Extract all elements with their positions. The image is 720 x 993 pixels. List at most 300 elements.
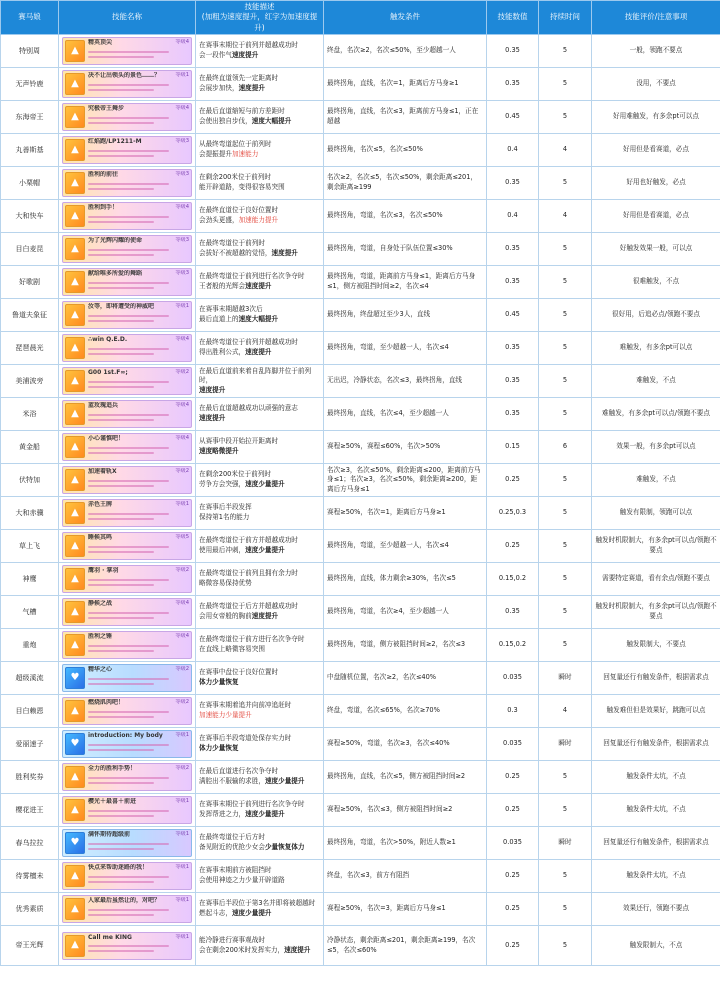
skill-card-body [88,270,189,294]
skill-description [196,332,324,365]
skill-comment: 回复量还行有触发条件，根据需求点 [592,728,720,761]
horse-name: 爱丽速子 [1,728,59,761]
desc-part: 会在剩余200米时发挥实力， [199,945,285,954]
skill-level: 等级1 [175,831,189,837]
horse-name: 大和快车 [1,200,59,233]
skill-card[interactable] [62,70,192,98]
desc-part: 会使出独自步伐， [199,117,252,125]
horse-name: 大和赤骥 [1,497,59,530]
horse-name: 东海帝王 [1,101,59,134]
up-arrow-icon: ▲ [65,502,85,524]
desc-part: 发挥帮进之力， [199,810,246,818]
skill-description [196,530,324,563]
skill-card-body [88,468,189,492]
trigger-condition: 中盘随机位置，名次≥2，名次≤40% [324,662,487,695]
skill-comment: 效果一般，有多余pt可以点 [592,431,720,464]
skill-value: 0.35 [487,398,539,431]
desc-part: 速度大幅提升 [238,315,279,323]
trigger-condition: 无出迟，冷静状态，名次≤3，最终拐角，直线 [324,365,487,398]
up-arrow-icon: ▲ [65,139,85,161]
skill-card-header [88,765,189,774]
header-skill-desc-note: (加粗为速度提升，红字为加速度提升) [201,12,318,32]
skill-text-line [88,914,154,916]
desc-part: 加速能力提升 [238,216,279,224]
skill-description [196,695,324,728]
skill-description [196,365,324,398]
skill-text-line [88,513,169,515]
skill-card-body [88,831,189,855]
skill-card[interactable] [62,895,192,923]
skill-card[interactable] [62,932,192,960]
desc-part: 会提振提升 [199,150,232,158]
up-arrow-icon: ▲ [65,73,85,95]
trigger-condition: 赛程≥50%，弯道，名次≥3，名次≤40% [324,728,487,761]
skill-value: 0.3 [487,695,539,728]
trigger-condition: 最终拐角，弯道，名次>50%，附近人数≥1 [324,827,487,860]
trigger-condition: 赛程≥50%，名次=3，距离后方马身≤1 [324,893,487,926]
skill-comment: 好用难触发，有多余pt可以点 [592,101,720,134]
desc-part: 保持第1名的能力 [199,513,250,521]
skill-card-header [88,699,189,708]
horse-name: 伏特加 [1,464,59,497]
skill-level: 等级4 [175,600,189,606]
up-arrow-icon: ▲ [65,106,85,128]
skill-value: 0.035 [487,728,539,761]
skill-duration: 5 [539,596,592,629]
skill-level: 等级3 [175,171,189,177]
skill-value: 0.45 [487,299,539,332]
skill-text-line [88,551,154,553]
table-row [1,893,720,926]
trigger-condition: 名次≥2，名次≤5，名次≤50%，剩余距离≤201，剩余距离≥199 [324,167,487,200]
skill-card-header [88,600,189,609]
skill-comment: 触发条件太坑，不点 [592,860,720,893]
skill-value: 0.25 [487,761,539,794]
desc-part: 在最终直道领先一定距离时 [199,74,279,83]
skill-card[interactable] [62,664,192,692]
desc-part: 从最终弯道起位于前列时 [199,140,272,149]
desc-part: 在赛事中盘位于良好位置时 [199,668,279,677]
skill-description [196,596,324,629]
skill-card[interactable] [62,268,192,296]
table-row [1,860,720,893]
skill-comment: 触发难但但是效果好，跳跑可以点 [592,695,720,728]
skill-card[interactable] [62,466,192,494]
skill-text-line [88,122,154,124]
skill-comment: 好用也好触发，必点 [592,167,720,200]
skill-title: 决不让出领头的景色……？ [88,72,161,79]
skill-title: 小心谨慎吧！ [88,435,125,442]
skill-text-line [88,518,154,520]
skill-duration: 5 [539,299,592,332]
desc-part: 在最后直道进行名次争夺时 [199,767,279,776]
skill-card[interactable] [62,499,192,527]
skill-card[interactable] [62,334,192,362]
skill-duration: 5 [539,233,592,266]
skill-description [196,728,324,761]
skill-title: 胜利之锤 [88,633,113,640]
desc-part: 速度少量提升 [245,480,285,488]
skill-level: 等级1 [175,933,189,940]
up-arrow-icon: ▲ [65,568,85,590]
skill-level: 等级4 [175,204,189,210]
skill-duration: 瞬时 [539,662,592,695]
skill-duration: 5 [539,464,592,497]
skill-text-line [88,815,154,817]
skill-value: 0.35 [487,365,539,398]
trigger-condition: 赛程≥50%，名次=1，距离后方马身≥1 [324,497,487,530]
table-row [1,101,720,134]
skill-value: 0.35 [487,596,539,629]
trigger-condition: 最终拐角，直线，名次≤3，距离前方马身≤1，正在超越 [324,101,487,134]
skill-card-body [88,72,189,96]
table-row [1,464,720,497]
skill-card[interactable] [62,796,192,824]
skill-text-line [88,909,169,911]
trigger-condition: 最终拐角，名次≤5，名次≤50% [324,134,487,167]
horse-name: 无声铃鹿 [1,68,59,101]
skill-text-line [88,84,169,86]
table-row [1,629,720,662]
table-row [1,563,720,596]
skill-level: 等级1 [175,501,189,507]
skill-card[interactable] [62,631,192,659]
trigger-condition: 最终拐角，直线，名次≤4，至少超越一人 [324,398,487,431]
desc-part: 会用女帝般的胸前 [199,612,252,620]
desc-part: 在赛事末期前方被阻挡时 [199,866,272,875]
skill-card-cell [59,464,196,497]
skill-card-header [88,633,189,642]
desc-part: 在赛事末期超越3次后 [199,305,263,314]
skill-card-cell [59,893,196,926]
skill-level: 等级4 [175,435,189,441]
skill-level: 等级3 [175,270,189,276]
skill-card-cell [59,728,196,761]
skill-comment: 触发限制大，不点 [592,926,720,966]
skill-level: 等级2 [175,666,189,672]
trigger-condition: 最终拐角，弯道，侧方被阻挡时间≥2，名次≤3 [324,629,487,662]
skill-comment: 回复量还行有触发条件，根据需求点 [592,827,720,860]
desc-part: 速度提升 [284,945,311,954]
skill-card[interactable] [62,235,192,263]
skill-card-header [88,831,189,840]
skill-text-line [88,716,154,718]
skill-text-line [88,155,154,157]
skill-card-header [88,798,189,807]
skill-text-line [88,419,154,421]
skill-title: 胜利的前往 [88,171,119,178]
desc-part: 速度少量提升 [245,546,285,554]
skill-comment: 好用但是看赛道，必点 [592,134,720,167]
skill-text-line [88,315,169,317]
skill-card-cell [59,299,196,332]
horse-name: 重炮 [1,629,59,662]
skill-card-header [88,501,189,510]
skill-text-line [88,353,154,355]
skill-description [196,35,324,68]
up-arrow-icon: ▲ [65,766,85,788]
skill-duration: 5 [539,794,592,827]
skill-duration: 6 [539,431,592,464]
skill-text-line [88,56,154,58]
table-row [1,827,720,860]
skill-description [196,926,324,966]
skill-level: 等级4 [175,402,189,408]
skill-text-line [88,744,169,746]
skill-card-body [88,402,189,426]
up-arrow-icon: ▲ [65,601,85,623]
table-row [1,662,720,695]
skill-card[interactable] [62,829,192,857]
desc-part: 在赛事后半段位于第3名并即将被超越时 [199,899,316,908]
skill-card-header [88,171,189,180]
desc-part: 在最终弯道位于前方进行名次争夺时 [199,635,305,644]
skill-duration: 4 [539,695,592,728]
horse-name: 樱花进王 [1,794,59,827]
skill-card-body [88,633,189,657]
skill-card-body [88,336,189,360]
skill-comment: 难触发，不点 [592,365,720,398]
skill-text-line [88,711,169,713]
trigger-condition: 名次≥3，名次≤50%，剩余距离≤200，距离前方马身≤1；名次≥3，名次≤50%，剩余距离≥200，距离后方马身≤1 [324,464,487,497]
skill-description [196,68,324,101]
skill-description [196,827,324,860]
skill-text-line [88,612,169,614]
skill-text-line [88,810,169,812]
skill-card-header [88,435,189,444]
skill-card-cell [59,200,196,233]
skill-card[interactable] [62,367,192,395]
up-arrow-icon: ▲ [65,469,85,491]
skill-card[interactable] [62,103,192,131]
skill-level: 等级1 [175,864,189,870]
skill-value: 0.035 [487,662,539,695]
skill-card[interactable] [62,136,192,164]
desc-part: 备见附近的优抢少女会 [199,843,265,851]
skill-card[interactable] [62,862,192,890]
skill-text-line [88,480,169,482]
desc-part: 在最后直道缩短与前方差距时 [199,107,285,116]
up-arrow-icon: ▲ [65,304,85,326]
skill-description [196,299,324,332]
skill-card-cell [59,332,196,365]
skill-card-body [88,600,189,624]
skill-card-cell [59,860,196,893]
table-row [1,266,720,299]
skill-title: 燃烧肌肉吧！ [88,699,125,706]
table-row [1,200,720,233]
skill-description [196,794,324,827]
skill-comment: 难触发，不点 [592,464,720,497]
skill-card[interactable] [62,301,192,329]
skill-comment: 触发条件太坑，不点 [592,761,720,794]
horse-name: 黄金船 [1,431,59,464]
skill-description [196,563,324,596]
skill-card[interactable] [62,532,192,560]
skill-duration: 5 [539,365,592,398]
skill-text-line [88,150,169,152]
skill-duration: 5 [539,563,592,596]
skill-comment: 很难触发，不点 [592,266,720,299]
skill-text-line [88,89,154,91]
skill-level: 等级2 [175,699,189,705]
skill-value: 0.25,0.3 [487,497,539,530]
skill-card[interactable] [62,169,192,197]
skill-title: 赤色王牌 [88,501,113,508]
header-skill-desc-title: 技能描述 [244,2,275,12]
skill-title: 加速着轨X [88,468,117,475]
skill-card[interactable] [62,598,192,626]
skill-title: 睡候其鸣 [88,534,113,541]
skill-level: 等级4 [175,633,189,639]
skill-title: 人家最后虽然让的，对吧？ [88,897,161,904]
desc-part: 在最后直道超越成功以顽强的意志 [199,404,298,413]
trigger-condition: 最终拐角，直线，名次=1，距离后方马身≥1 [324,68,487,101]
skill-value: 0.35 [487,35,539,68]
skill-comment: 很好用，后追必点/领跑不要点 [592,299,720,332]
trigger-condition: 最终拐角，弯道，自身处于队伍位置≤30% [324,233,487,266]
skill-comment: 效果还行，领跑不要点 [592,893,720,926]
skill-text-line [88,447,169,449]
skill-card-body [88,435,189,459]
skill-card-body [88,303,189,327]
skill-card-cell [59,761,196,794]
trigger-condition: 赛程≥50%，赛程≤60%，名次>50% [324,431,487,464]
desc-part: 在剩余200米位于前列时 [199,470,271,479]
desc-part: 在剩余200米位于前列时 [199,173,271,182]
desc-part: 会使用神迹之力 [199,876,246,884]
desc-part: 能开辟道路，变得很容易突围 [199,183,285,191]
skill-card-header [88,732,189,741]
desc-part: 略微容易保持优势 [199,579,252,587]
skill-title: 精英顶尖 [88,39,113,46]
skill-card-body [88,567,189,591]
desc-part: 得出胜利公式， [199,348,246,356]
skill-title: 全力的胜利手势！ [88,765,137,772]
skill-duration: 4 [539,134,592,167]
skill-card[interactable] [62,400,192,428]
skill-text-line [88,221,154,223]
skill-card[interactable] [62,730,192,758]
skill-value: 0.35 [487,68,539,101]
skill-card-header [88,369,189,378]
skill-comment: 没用，不要点 [592,68,720,101]
trigger-condition: 终盘，弯道，名次≤65%，名次≥70% [324,695,487,728]
skill-card[interactable] [62,202,192,230]
skill-card-cell [59,398,196,431]
desc-part: 在赛事末期位于前列进行名次争夺时 [199,800,305,809]
up-arrow-icon: ▲ [65,337,85,359]
skill-title: 胜利到手！ [88,204,119,211]
skill-duration: 5 [539,332,592,365]
skill-card-header [88,237,189,246]
skill-card-cell [59,266,196,299]
skill-card-header [88,336,189,345]
trigger-condition: 最终拐角，直线，体力剩余≥30%，名次≤5 [324,563,487,596]
skill-duration: 5 [539,629,592,662]
skill-text-line [88,617,154,619]
desc-part: 速度略微提升 [199,447,239,455]
skill-text-line [88,381,169,383]
skill-duration: 5 [539,497,592,530]
skill-description [196,464,324,497]
desc-part: 在最终弯道位于前方并超越成功时 [199,536,298,545]
up-arrow-icon: ▲ [65,700,85,722]
skill-description [196,134,324,167]
skill-value: 0.35 [487,332,539,365]
skill-text-line [88,950,154,952]
up-arrow-icon: ▲ [65,865,85,887]
skill-card[interactable] [62,433,192,461]
skill-text-line [88,579,169,581]
skill-comment: 难触发，有多余pt可以点 [592,332,720,365]
skill-text-line [88,683,154,685]
skill-duration: 瞬时 [539,827,592,860]
skill-level: 等级2 [175,468,189,474]
skill-comment: 一般，领跑不要点 [592,35,720,68]
table-row [1,794,720,827]
skill-card-body [88,138,189,162]
desc-part: 体力少量恢复 [199,744,239,752]
skill-card-body [88,237,189,261]
skill-duration: 5 [539,101,592,134]
skill-value: 0.35 [487,167,539,200]
horse-name: 丸善斯基 [1,134,59,167]
trigger-condition: 最终拐角，直线，名次≤5，侧方被阻挡时间≥2 [324,761,487,794]
skill-value: 0.4 [487,200,539,233]
skill-card-header [88,567,189,576]
desc-part: 少量恢复体力 [264,843,305,851]
trigger-condition: 最终拐角，终盘超过至少3人，直线 [324,299,487,332]
skill-card-header [88,897,189,906]
skill-card-cell [59,167,196,200]
desc-part: 加速能力少量提升 [199,711,252,719]
skill-text-line [88,414,169,416]
table-row [1,728,720,761]
desc-part: 会劲头更盛， [199,216,239,224]
horse-name: 草上飞 [1,530,59,563]
skill-card[interactable] [62,565,192,593]
table-row [1,761,720,794]
skill-card[interactable] [62,697,192,725]
up-arrow-icon: ▲ [65,898,85,920]
skill-duration: 5 [539,893,592,926]
skill-level: 等级1 [175,798,189,804]
skill-card-header [88,204,189,213]
skill-description [196,497,324,530]
skill-duration: 5 [539,266,592,299]
skill-level: 等级3 [175,138,189,144]
skill-card[interactable] [62,763,192,791]
skill-level: 等级4 [175,105,189,111]
skill-card-body [88,204,189,228]
table-row [1,530,720,563]
skill-value: 0.035 [487,827,539,860]
skill-card-body [88,699,189,723]
table-row [1,926,720,966]
desc-part: 速度少量提升 [231,909,272,917]
up-arrow-icon: ▲ [65,172,85,194]
skill-duration: 5 [539,926,592,966]
table-row [1,68,720,101]
desc-part: 在最终弯道位于前列并超越成功时 [199,338,298,347]
desc-part: 劳争方会突强， [199,480,246,488]
header-row [1,1,720,35]
skill-card[interactable] [62,37,192,65]
skill-duration: 5 [539,35,592,68]
desc-part: 速度提升 [245,348,272,356]
skill-description [196,167,324,200]
